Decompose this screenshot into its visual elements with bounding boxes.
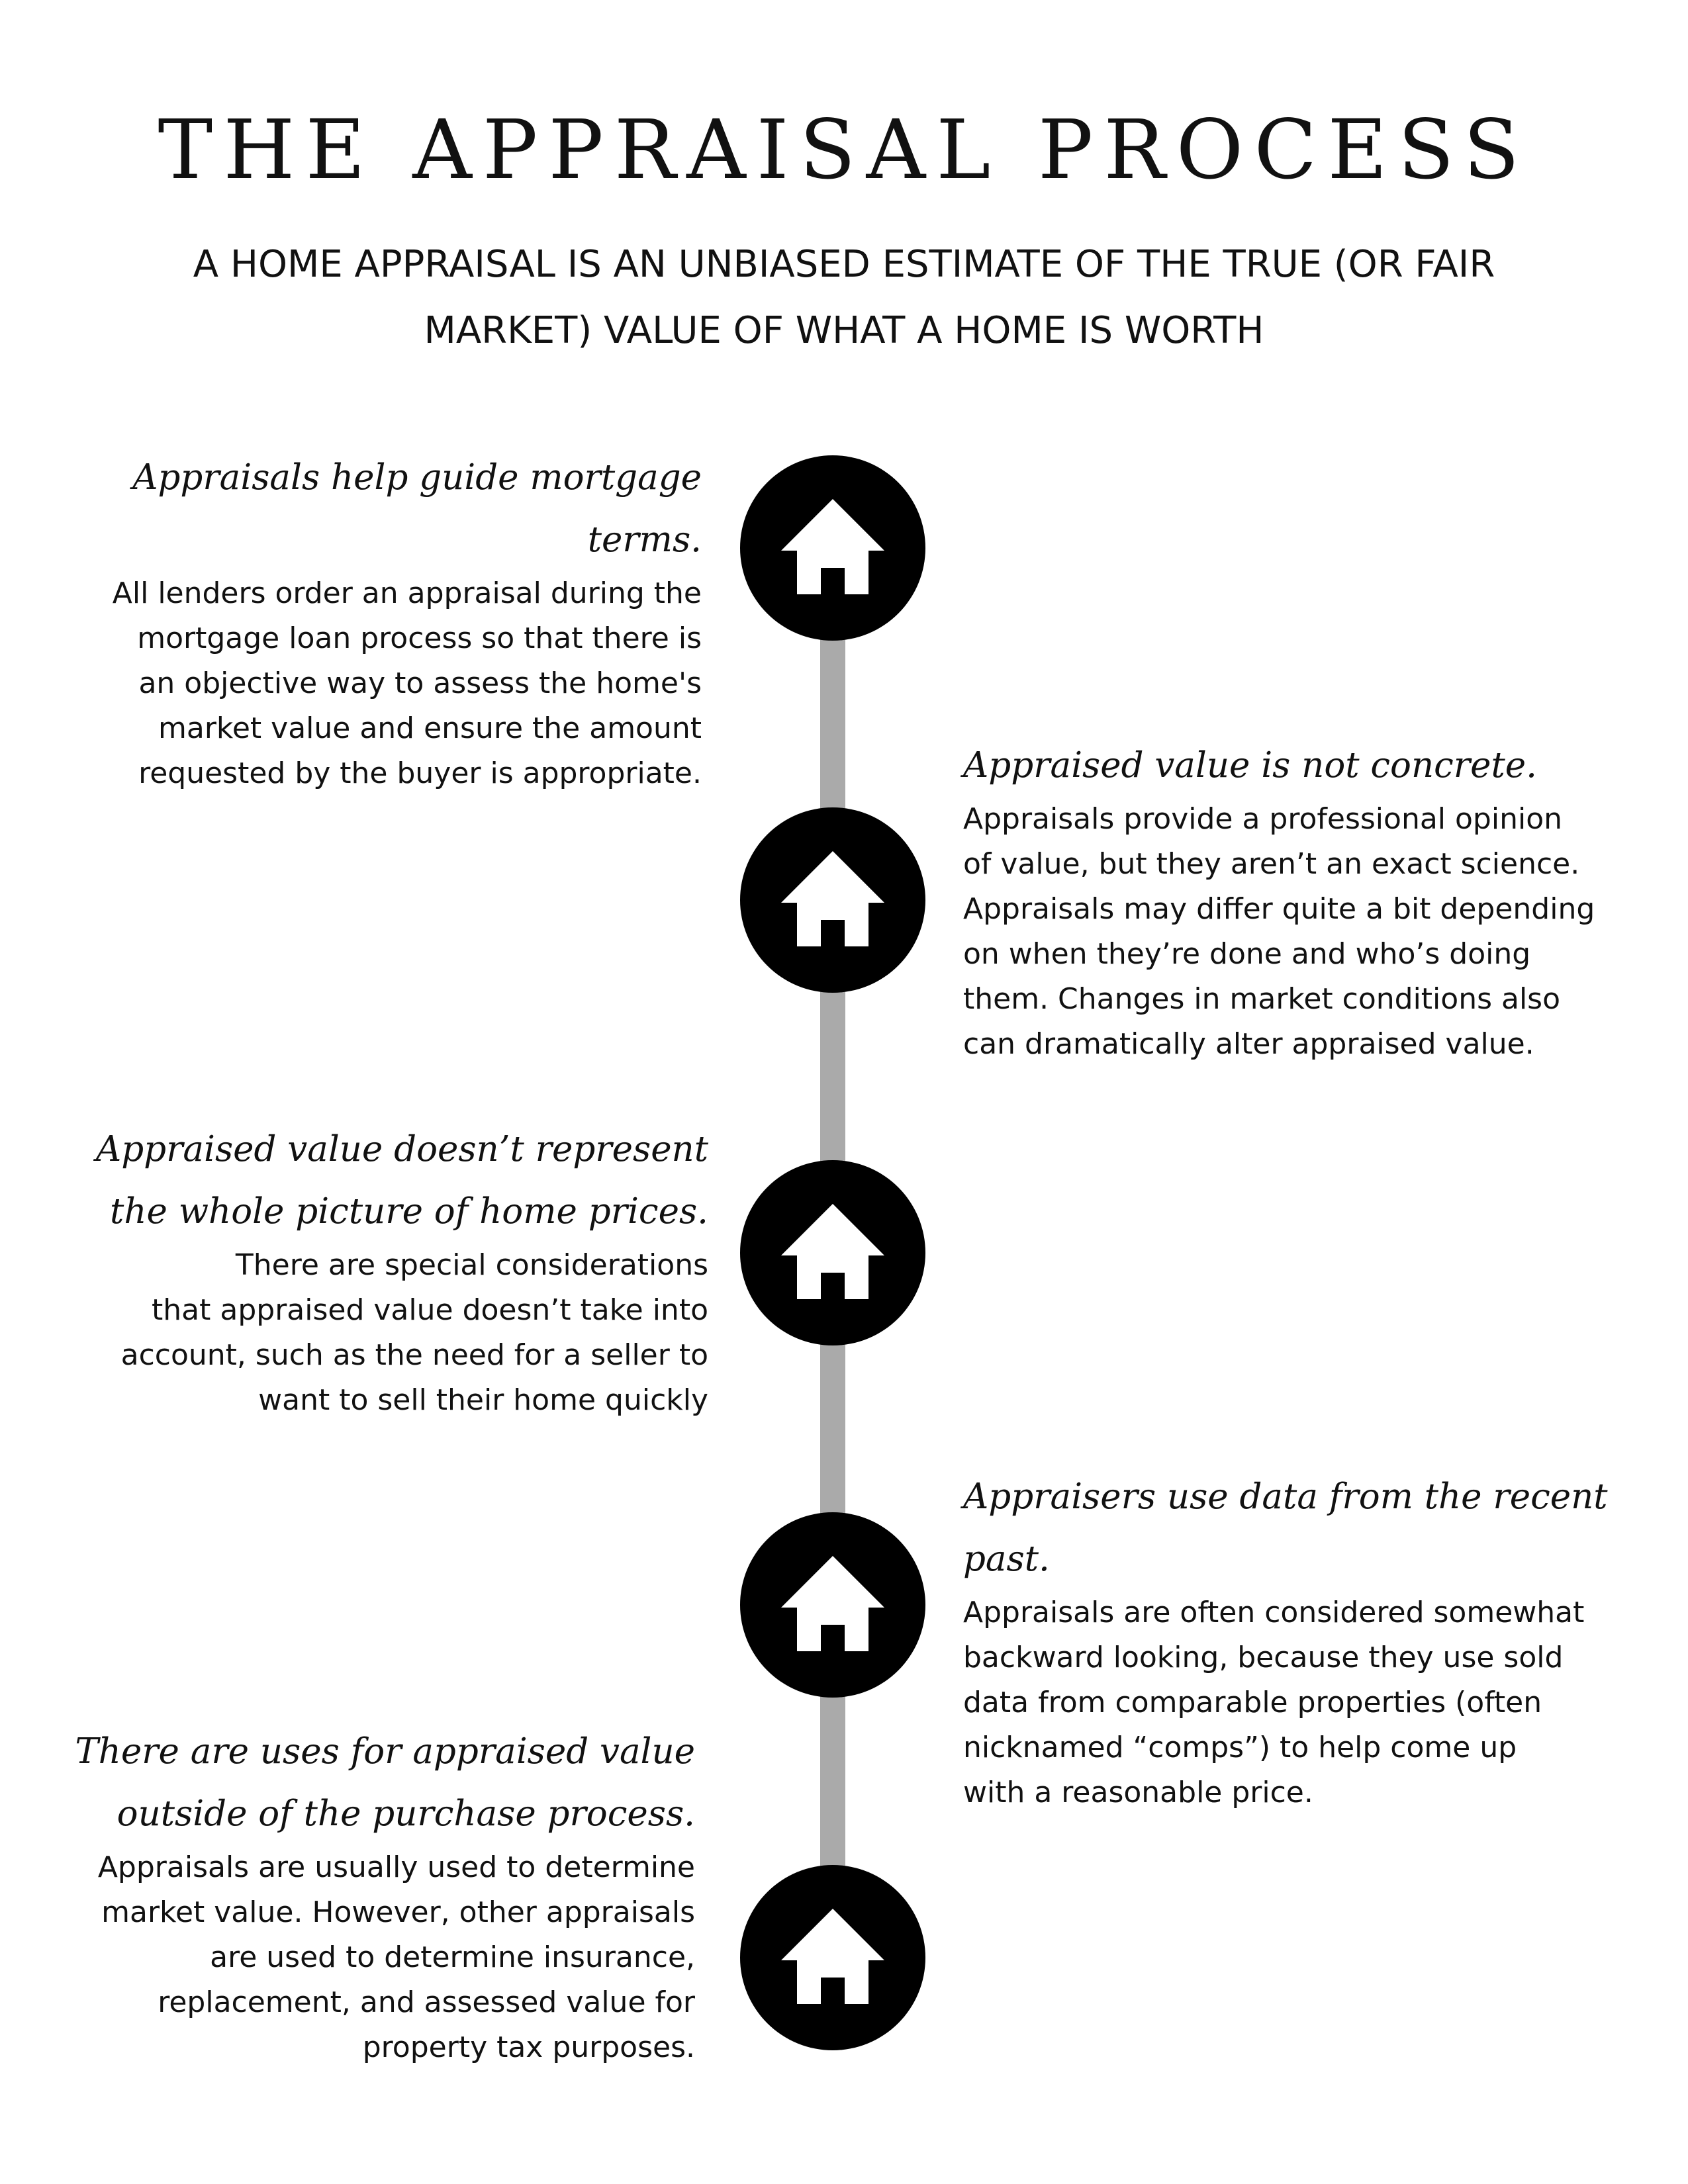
item-body: All lenders order an appraisal during the mortgage loan process so that there is an objective way to assess the home's market value and ensure the amount requested by the buyer is appropriate. — [112, 576, 702, 790]
item-body: Appraisals provide a professional opinion of value, but they aren’t an exact science. Appraisals may differ quite a bit depending on when they’re done and who’s doing them. Changes in market conditions also can dramatically alter appraised value. — [963, 802, 1595, 1061]
timeline-node-4 — [740, 1512, 925, 1698]
timeline-item-1 — [40, 447, 702, 796]
timeline-item-4 — [963, 1466, 1625, 1815]
house-icon — [780, 1552, 886, 1658]
timeline-item-2 — [963, 735, 1625, 1067]
timeline-node-1 — [740, 455, 925, 641]
item-body: There are special considerations that appraised value doesn’t take into account, such as the need for a seller to want to sell their home quickly — [120, 1248, 708, 1417]
item-title: Appraisals help guide mortgage terms. — [132, 457, 702, 560]
item-title: Appraisers use data from the recent past. — [963, 1477, 1608, 1579]
house-icon — [780, 495, 886, 601]
timeline-node-2 — [740, 807, 925, 993]
house-icon — [780, 1200, 886, 1306]
page-title: THE APPRAISAL PROCESS — [158, 103, 1530, 198]
timeline-item-3 — [46, 1118, 708, 1423]
item-title: Appraised value doesn’t represent the whole picture of home prices. — [95, 1129, 708, 1232]
timeline-node-3 — [740, 1160, 925, 1345]
timeline-node-5 — [740, 1865, 925, 2050]
item-body: Appraisals are often considered somewhat backward looking, because they use sold data from comparable properties (often nicknamed “comps”) to help come up with a reasonable price. — [963, 1596, 1585, 1809]
item-title: Appraised value is not concrete. — [963, 745, 1537, 786]
house-icon — [780, 1905, 886, 2011]
item-body: Appraisals are usually used to determine market value. However, other appraisals are used to determine insurance, replacement, and assessed value for property tax purposes. — [97, 1850, 695, 2064]
item-title: There are uses for appraised value outside of the purchase process. — [75, 1731, 695, 1834]
page-subtitle: A HOME APPRAISAL IS AN UNBIASED ESTIMATE OF THE TRUE (OR FAIR MARKET) VALUE OF WHAT A HOME IS WORTH — [193, 243, 1495, 352]
house-icon — [780, 847, 886, 953]
timeline-item-5 — [33, 1721, 695, 2070]
